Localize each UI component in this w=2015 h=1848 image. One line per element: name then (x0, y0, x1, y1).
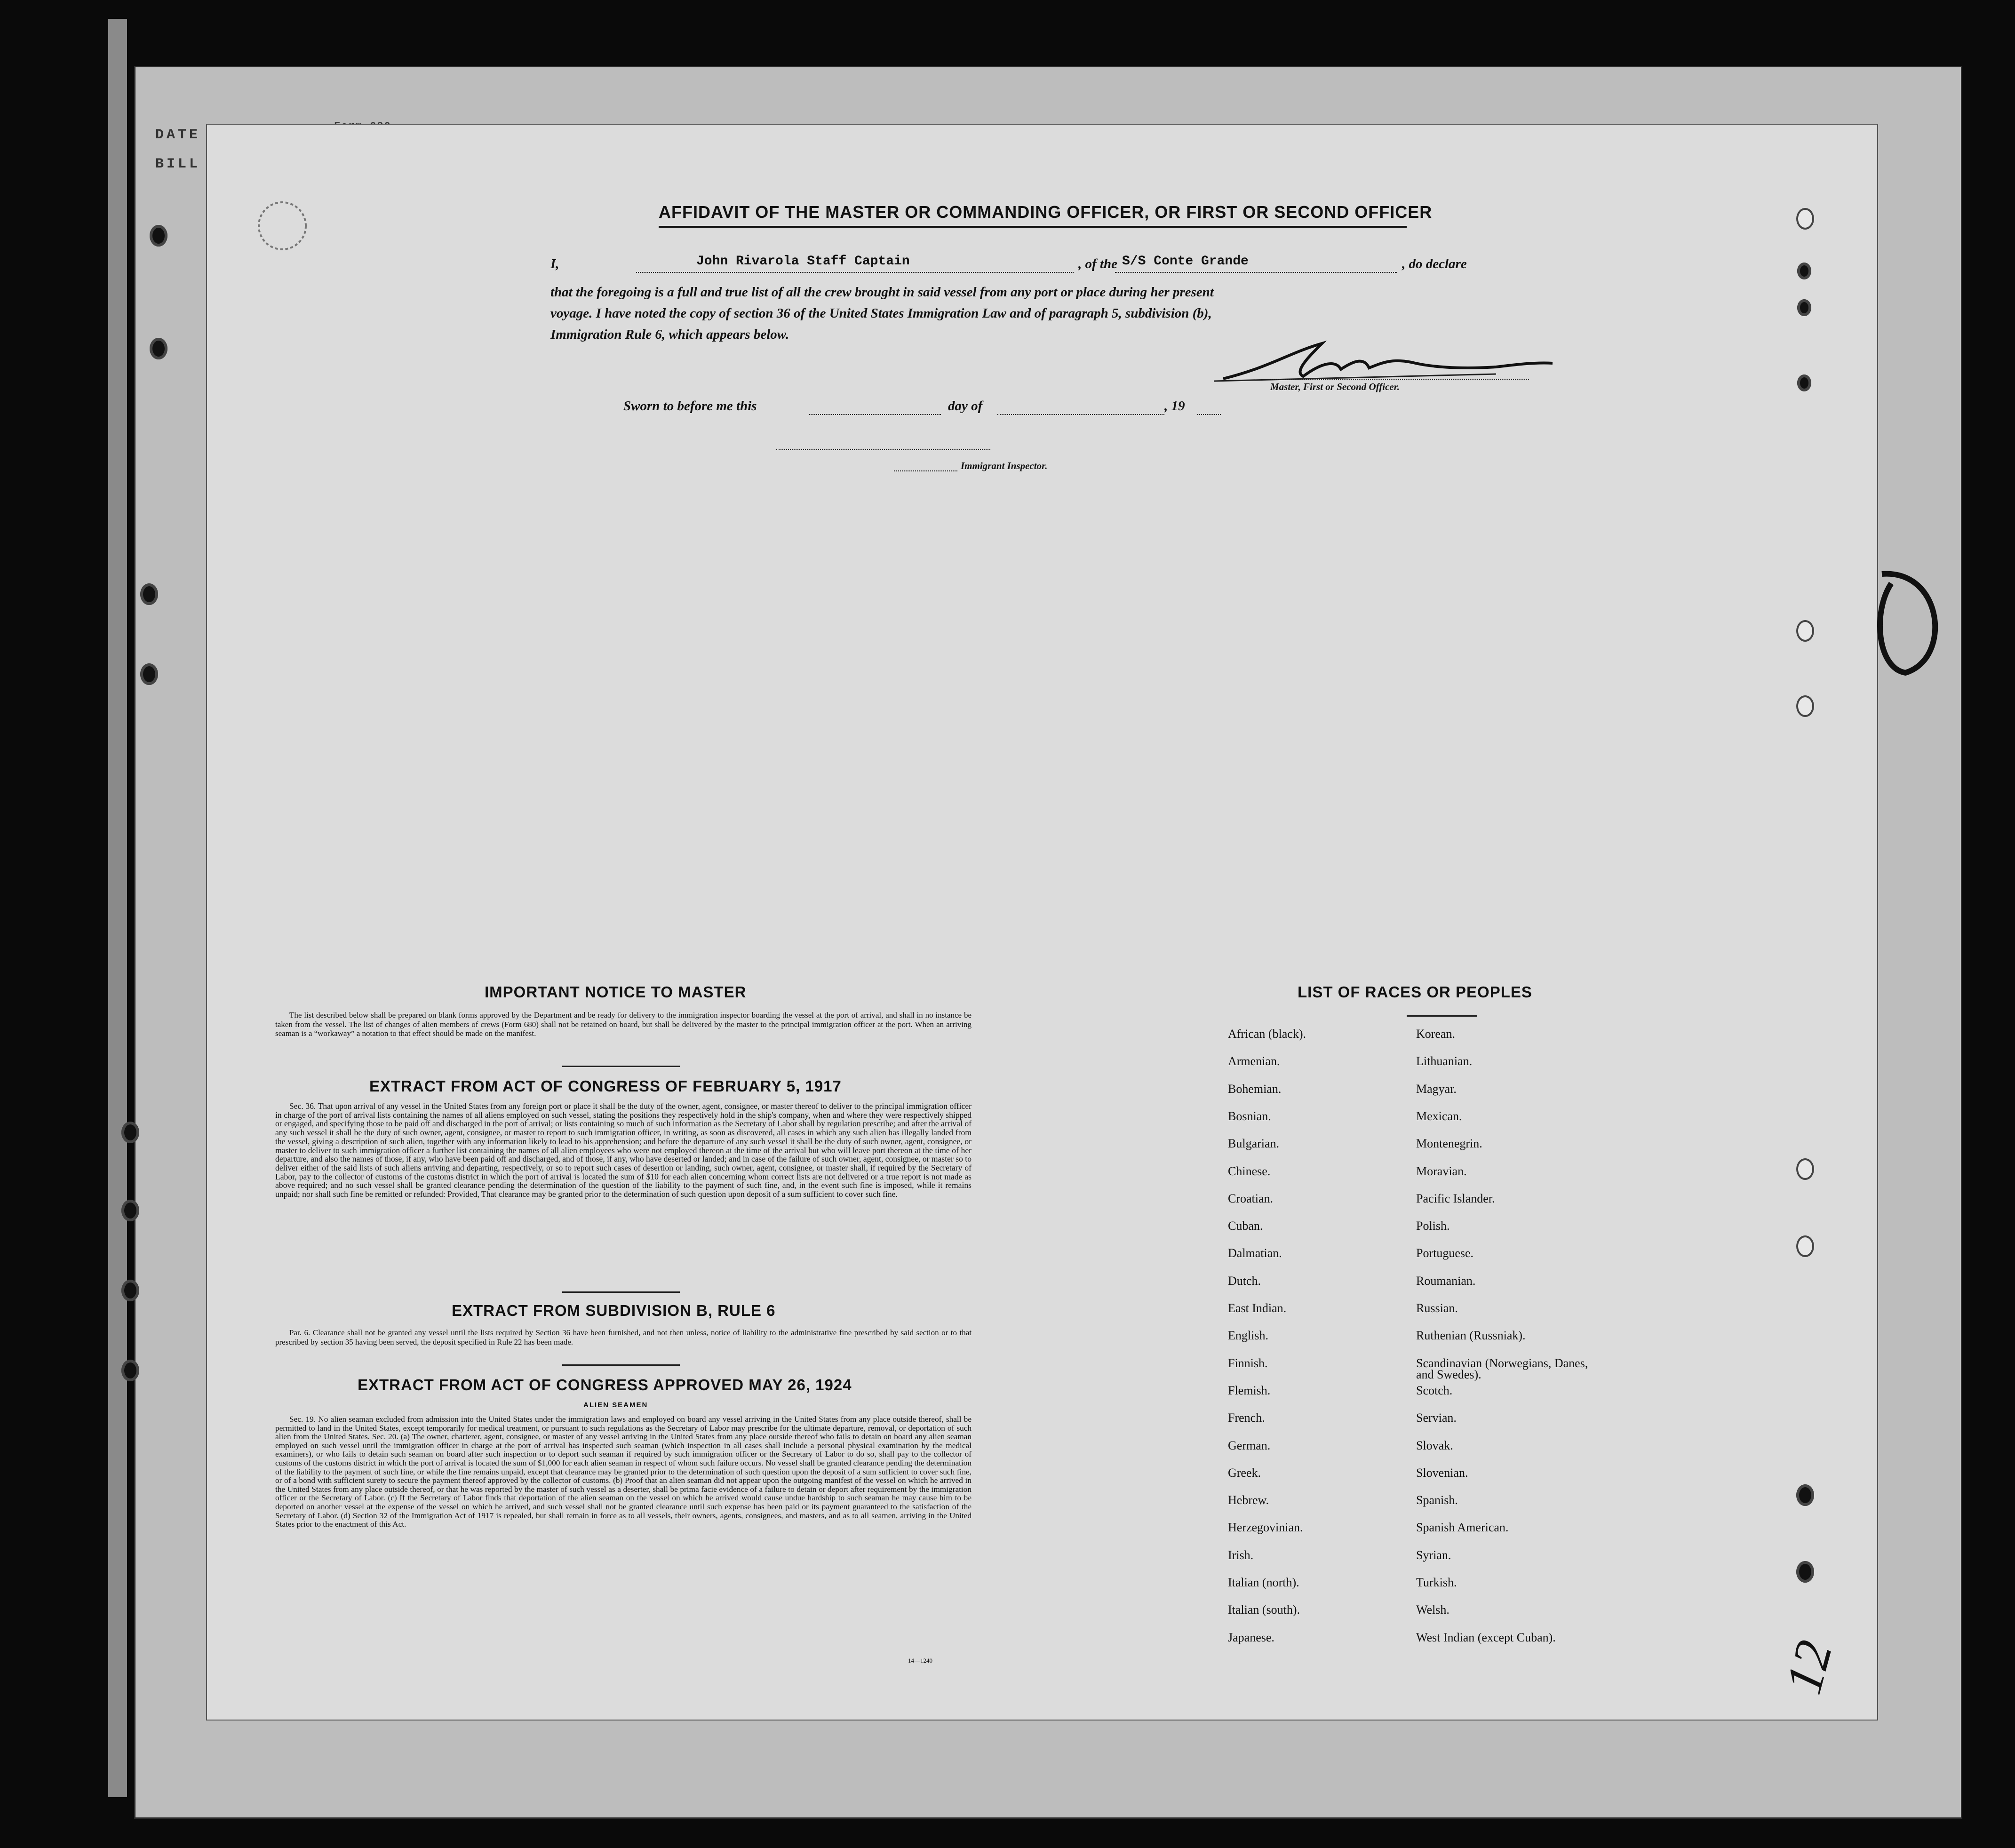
bg-date-label: DATE (155, 127, 201, 143)
race-item: Portuguese. (1416, 1246, 1474, 1260)
race-item: Slovenian. (1416, 1466, 1468, 1480)
inspector-signature-line (776, 449, 990, 450)
race-item: Spanish. (1416, 1493, 1458, 1507)
punch-hole (1797, 374, 1811, 391)
race-item: Slovak. (1416, 1438, 1453, 1452)
signature-line (1270, 379, 1529, 380)
race-item: German. (1228, 1438, 1271, 1452)
binder-hole (121, 1200, 139, 1221)
affidavit-line-3: voyage. I have noted the copy of section 36 of the United States Immigration Law and of paragraph 5, subdivision (b), (550, 306, 1212, 321)
race-item: Dutch. (1228, 1274, 1261, 1288)
race-item: Bohemian. (1228, 1082, 1282, 1096)
race-item: English. (1228, 1329, 1268, 1343)
sworn-month-line (997, 414, 1164, 415)
race-item: Russian. (1416, 1301, 1458, 1315)
binder-hole (150, 225, 167, 247)
binder-hole (121, 1360, 139, 1381)
races-title: LIST OF RACES OR PEOPLES (1298, 983, 1532, 1001)
inspector-name-line (894, 470, 957, 471)
declarant-name: John Rivarola Staff Captain (696, 254, 910, 269)
handwritten-oval-mark (1863, 555, 1957, 687)
divider (562, 1291, 680, 1293)
bg-bill-label: BILL (155, 156, 201, 172)
affidavit-do-declare: , do declare (1402, 256, 1467, 271)
sworn-day-line (809, 414, 941, 415)
race-item: Syrian. (1416, 1548, 1451, 1562)
inspector-caption: Immigrant Inspector. (961, 460, 1048, 471)
race-item: Scandinavian (Norwegians, Danes, and Swedes). (1416, 1356, 1588, 1381)
underlying-sheet-edge (108, 19, 127, 1797)
affidavit-of-the: , of the (1078, 256, 1117, 271)
extract-1924-title: EXTRACT FROM ACT OF CONGRESS APPROVED MAY 26, 1924 (358, 1376, 852, 1394)
punch-hole (1796, 208, 1814, 230)
sworn-year: , 19 (1164, 398, 1185, 414)
race-item: Korean. (1416, 1027, 1456, 1041)
race-item: French. (1228, 1411, 1265, 1425)
race-item: Irish. (1228, 1548, 1254, 1562)
race-item: Mexican. (1416, 1109, 1462, 1123)
race-item: Chinese. (1228, 1164, 1271, 1178)
divider (1407, 1015, 1477, 1017)
race-item: Hebrew. (1228, 1493, 1269, 1507)
race-item: Greek. (1228, 1466, 1261, 1480)
extract-1917-body: Sec. 36. That upon arrival of any vessel in the United States from any foreign port or place it shall be the duty of the owner, agent, consignee, or master thereof to deliver to the principal immigration officer in charge of the port of arrival lists containing the names of all aliens employed on such vessel, stating the positions they respectively hold in the ship's company, when and where they were respectively shipped or engaged, and specifying those to be paid off and discharged in the port of arrival; or lists containing so much of such information as the Secretary of Labor shall by regulation prescribe; and after the arrival of any such vessel it shall be the duty of such owner, agent, consignee, or master to report to such immigration officer, in writing, as soon as discovered, all cases in which any such alien has illegally landed from the vessel, giving a description of such alien, together with any information likely to lead to his apprehension; and before the departure of any such vessel it shall be the duty of such owner, agent, consignee, or master to deliver to such immigration officer a further list containing the names of all alien employees who were not employed thereon at the time of the arrival but who will leave port thereon at the time of her departure, and also the names of those, if any, who have been paid off and discharged, and of those, if any, who have deserted or landed; and in case of the failure of such owner, agent, consignee, or master so to deliver either of the said lists of such aliens arriving and departing, respectively, or so to report such cases of desertion or landing, such owner, agent, consignee, or master shall, if required by the Secretary of Labor, pay to the collector of customs of the customs district in which the port of arrival is located the sum of $10 for each alien concerning whom correct lists are not delivered or a true report is not made as above required; and no such vessel shall be granted clearance pending the determination of the question of the liability to the payment of such fine, and, in the event such fine is imposed, while it remains unpaid; nor shall such fine be remitted or refunded: Provided, That clearance may be granted prior to the determination of such question upon deposit of a sum sufficient to cover such fine. (275, 1101, 972, 1199)
punch-hole (1797, 263, 1811, 279)
binder-hole (140, 663, 158, 685)
punch-hole (1796, 1158, 1814, 1180)
race-item: Bulgarian. (1228, 1137, 1280, 1151)
signature-caption: Master, First or Second Officer. (1270, 381, 1400, 392)
race-item: Polish. (1416, 1219, 1450, 1233)
affidavit-i: I, (550, 256, 559, 271)
binder-hole (121, 1280, 139, 1301)
race-item: Montenegrin. (1416, 1137, 1482, 1151)
race-item: Welsh. (1416, 1603, 1450, 1617)
race-item: African (black). (1228, 1027, 1306, 1041)
sworn-prefix: Sworn to before me this (623, 398, 757, 414)
race-item: West Indian (except Cuban). (1416, 1630, 1556, 1644)
race-item: Croatian. (1228, 1191, 1274, 1205)
race-item: Bosnian. (1228, 1109, 1271, 1123)
binder-hole (150, 338, 167, 359)
print-code: 14—1240 (908, 1657, 932, 1664)
punch-hole (1796, 695, 1814, 717)
race-item: Cuban. (1228, 1219, 1263, 1233)
affidavit-line-2: that the foregoing is a full and true list of all the crew brought in said vessel from any port or place during her present (550, 285, 1214, 300)
punch-hole (1796, 1235, 1814, 1257)
race-item: Roumanian. (1416, 1274, 1476, 1288)
punch-hole (1796, 620, 1814, 642)
extract-1924-body: Sec. 19. No alien seaman excluded from admission into the United States under the immigration laws and employed on board any vessel arriving in the United States from any place outside thereof, shall be permitted to land in the United States, except temporarily for medical treatment, or pursuant to such regulations as the Secretary of Labor may prescribe for the ultimate departure, removal, or deportation of such alien from the United States. Sec. 20. (a) The owner, charterer, agent, consignee, or master of any vessel arriving in the United States from any place outside thereof who fails to detain on board any alien seaman employed on such vessel until the immigration officer in charge at the port of arrival has inspected such seaman (which inspection in all cases shall include a personal physical examination by the medical examiners), or who fails to detain such seaman on board after such inspection or to deport such seaman if required by such immigration officer or the Secretary of Labor to do so, shall pay to the collector of customs of the customs district in which the port of arrival is located the sum of $1,000 for each alien seaman in respect of whom such failure occurs. No vessel shall be granted clearance pending the determination of the liability to the payment of such fine, or while the fine remains unpaid, except that clearance may be granted prior to the determination of such question upon the deposit of a sum sufficient to cover such fine, or of a bond with sufficient surety to secure the payment thereof approved by the collector of customs. (b) Proof that an alien seaman did not appear upon the outgoing manifest of the vessel on which he arrived in the United States from any place outside thereof, or that he was reported by the master of such vessel as a deserter, shall be prima facie evidence of a failure to detain or deport after requirement by the immigration officer or the Secretary of Labor. (c) If the Secretary of Labor finds that deportation of the alien seaman on the vessel on which he arrived would cause undue hardship to such seaman he may cause him to be deported on another vessel at the expense of the vessel on which he arrived, and such vessel shall not be granted clearance until such expense has been paid or its payment guaranteed to the satisfaction of the Secretary of Labor. (d) Section 32 of the Immigration Act of 1917 is repealed, but shall remain in force as to all vessels, their owners, agents, consignees, and masters, and as to all seamen, arriving in the United States prior to the enactment of this Act. (275, 1415, 972, 1529)
subdivision-b-body: Par. 6. Clearance shall not be granted any vessel until the lists required by Section 36 have been furnished, and not then unless, notice of liability to the administrative fine prescribed by said section or to that prescribed by section 35 having been served, the deposit specified in Rule 22 has been made. (275, 1328, 972, 1346)
race-item: Flemish. (1228, 1383, 1271, 1397)
notice-body: The list described below shall be prepared on blank forms approved by the Department and be ready for delivery to the immigration inspector boarding the vessel at the port of arrival, and shall in no instance be taken from the vessel. The list of changes of alien members of crews (Form 680) shall not be retained on board, but shall be delivered by the master to the principal immigration officer at the port. When an arriving seaman is a “workaway” a notation to that effect should be made on the manifest. (275, 1011, 972, 1038)
vessel-line (1115, 272, 1397, 273)
affidavit-line-4: Immigration Rule 6, which appears below. (550, 327, 789, 342)
title-underline (659, 226, 1407, 228)
race-item: Armenian. (1228, 1054, 1280, 1068)
notice-title: IMPORTANT NOTICE TO MASTER (485, 983, 747, 1001)
race-item: Dalmatian. (1228, 1246, 1282, 1260)
race-item: Finnish. (1228, 1356, 1268, 1370)
race-item: Ruthenian (Russniak). (1416, 1329, 1526, 1343)
race-item: Moravian. (1416, 1164, 1467, 1178)
subdivision-b-title: EXTRACT FROM SUBDIVISION B, RULE 6 (452, 1302, 776, 1319)
race-item: Lithuanian. (1416, 1054, 1473, 1068)
punch-hole (1796, 1561, 1814, 1583)
round-seal-stamp (254, 198, 311, 254)
race-item: Pacific Islander. (1416, 1191, 1495, 1205)
divider (562, 1066, 680, 1067)
race-item: Servian. (1416, 1411, 1457, 1425)
race-item: East Indian. (1228, 1301, 1287, 1315)
affidavit-title: AFFIDAVIT OF THE MASTER OR COMMANDING OFFICER, OR FIRST OR SECOND OFFICER (659, 202, 1433, 222)
punch-hole (1796, 1484, 1814, 1506)
extract-1917-title: EXTRACT FROM ACT OF CONGRESS OF FEBRUARY 5, 1917 (369, 1077, 842, 1095)
sworn-day-of: day of (948, 398, 983, 414)
race-item: Magyar. (1416, 1082, 1457, 1096)
race-item: Herzegovinian. (1228, 1521, 1303, 1535)
punch-hole (1797, 299, 1811, 316)
binder-hole (140, 583, 158, 605)
vessel-name: S/S Conte Grande (1122, 254, 1249, 269)
race-item: Italian (south). (1228, 1603, 1300, 1617)
handwritten-page-number: 12 (1774, 1634, 1843, 1700)
extract-1924-subtitle: ALIEN SEAMEN (583, 1401, 648, 1409)
race-item: Scotch. (1416, 1383, 1453, 1397)
sworn-year-line (1197, 414, 1221, 415)
binder-hole (121, 1122, 139, 1143)
declarant-line (636, 272, 1074, 273)
race-item: Spanish American. (1416, 1521, 1509, 1535)
race-item: Italian (north). (1228, 1576, 1299, 1589)
divider (562, 1364, 680, 1366)
race-item: Turkish. (1416, 1576, 1457, 1589)
race-item: Japanese. (1228, 1630, 1274, 1644)
